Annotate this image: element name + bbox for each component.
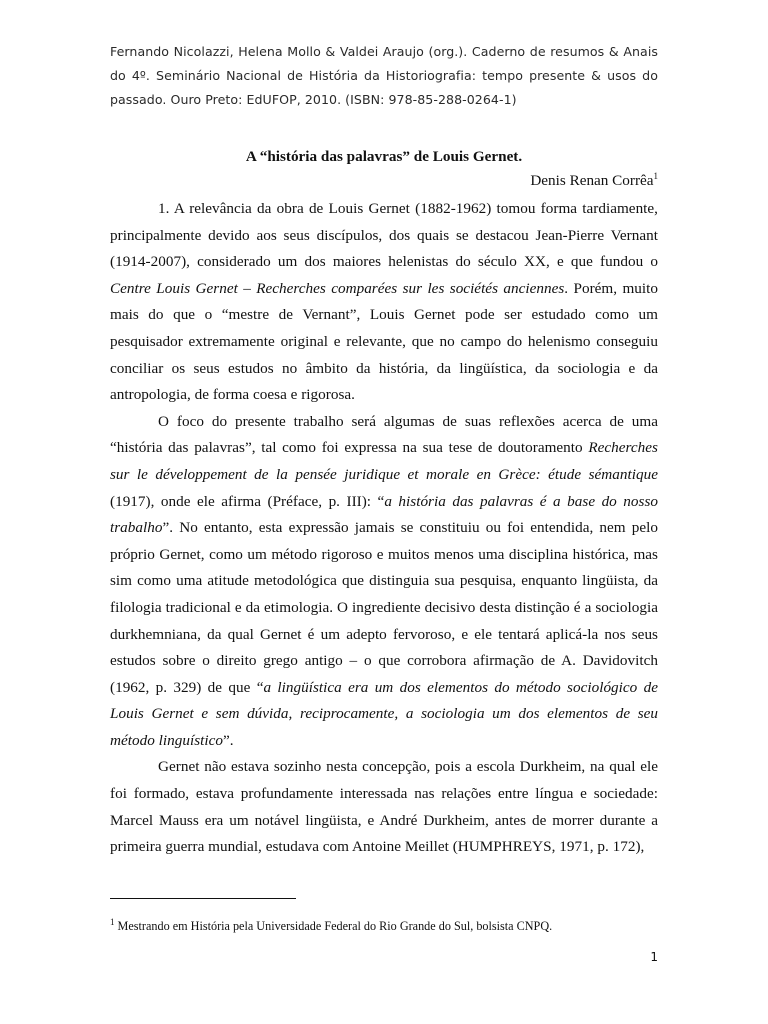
paragraph-1: 1. A relevância da obra de Louis Gernet (1882-1962) tomou forma tardiamente, principalmente devido aos seus discípulos, dos quais se destacou Jean-Pierre Vernant (1914-2007), considerado um dos maiores helenistas do século XX, e que fundou o Centre Louis Gernet – Recherches comparées sur les sociétés anciennes. Porém, muito mais do que o “mestre de Vernant”, Louis Gernet pode ser estudado como um pesquisador extremamente original e relevante, que no campo do helenismo conseguiu conciliar os seus estudos no âmbito da história, da lingüística, da sociologia e da antropologia, de forma coesa e rigorosa. bbox=[110, 200, 658, 404]
paragraph-3: Gernet não estava sozinho nesta concepção, pois a escola Durkheim, na qual ele foi formado, estava profundamente interessada nas relações entre língua e sociedade: Marcel Mauss era um notável lingüista, e André Durkheim, antes de morrer durante a primeira guerra mundial, estudava com Antoine Meillet (HUMPHREYS, 1971, p. 172), bbox=[110, 758, 658, 856]
italic-quote-2: a lingüística era um dos elementos do método sociológico de Louis Gernet e sem dúvida, reciprocamente, a sociologia um dos elementos de seu método linguístico bbox=[110, 678, 658, 749]
author-line bbox=[530, 171, 658, 191]
running-header: Fernando Nicolazzi, Helena Mollo & Valdei Araujo (org.). Caderno de resumos & Anais do 4º. Seminário Nacional de História da Historiografia: tempo presente & usos do passado. Ouro Preto: EdUFOP, 2010. (ISBN: 978-85-288-0264-1) bbox=[110, 44, 658, 107]
italic-thesis-title: Recherches sur le développement de la pensée juridique et morale en Grèce: étude sémantique bbox=[110, 439, 658, 483]
author-name: Denis Renan Corrêa bbox=[530, 172, 654, 189]
article-title: A “história das palavras” de Louis Gernet. bbox=[245, 148, 523, 165]
page-number: 1 bbox=[650, 950, 658, 964]
italic-centre-name: Centre Louis Gernet – Recherches comparées sur les sociétés anciennes bbox=[110, 279, 565, 297]
footnote bbox=[110, 918, 658, 934]
paragraph-2: O foco do presente trabalho será algumas de suas reflexões acerca de uma “história das palavras”, tal como foi expressa na sua tese de doutoramento Recherches sur le développement de la pensée juridique et morale en Grèce: étude sémantique (1917), onde ele afirma (Préface, p. III): “a história das palavras é a base do nosso trabalho”. No entanto, esta expressão jamais se constituiu ou foi entendida, nem pelo próprio Gernet, como um método rigoroso e muitos menos uma disciplina histórica, mas sim como uma atitude metodológica que distinguia sua pesquisa, enquanto lingüista, da filologia tradicional e da etimologia. O ingrediente decisivo desta distinção é a sociologia durkhemniana, da qual Gernet é um adepto fervoroso, e ele tentará aplicá-la nos seus estudos sobre o direito grego antigo – o que corrobora afirmação de A. Davidovitch (1962, p. 329) de que “a lingüística era um dos elementos do método sociológico de Louis Gernet e sem dúvida, reciprocamente, a sociologia um dos elementos de seu método linguístico”. bbox=[110, 412, 658, 749]
article-body bbox=[110, 196, 658, 861]
footnote-mark: 1 bbox=[110, 916, 115, 927]
footnote-text: Mestrando em História pela Universidade Federal do Rio Grande do Sul, bolsista CNPQ. bbox=[114, 919, 553, 933]
author-footnote-mark[interactable]: 1 bbox=[653, 170, 658, 181]
footnote-divider bbox=[110, 898, 296, 899]
italic-quote-1: a história das palavras é a base do nosso trabalho bbox=[110, 492, 658, 537]
